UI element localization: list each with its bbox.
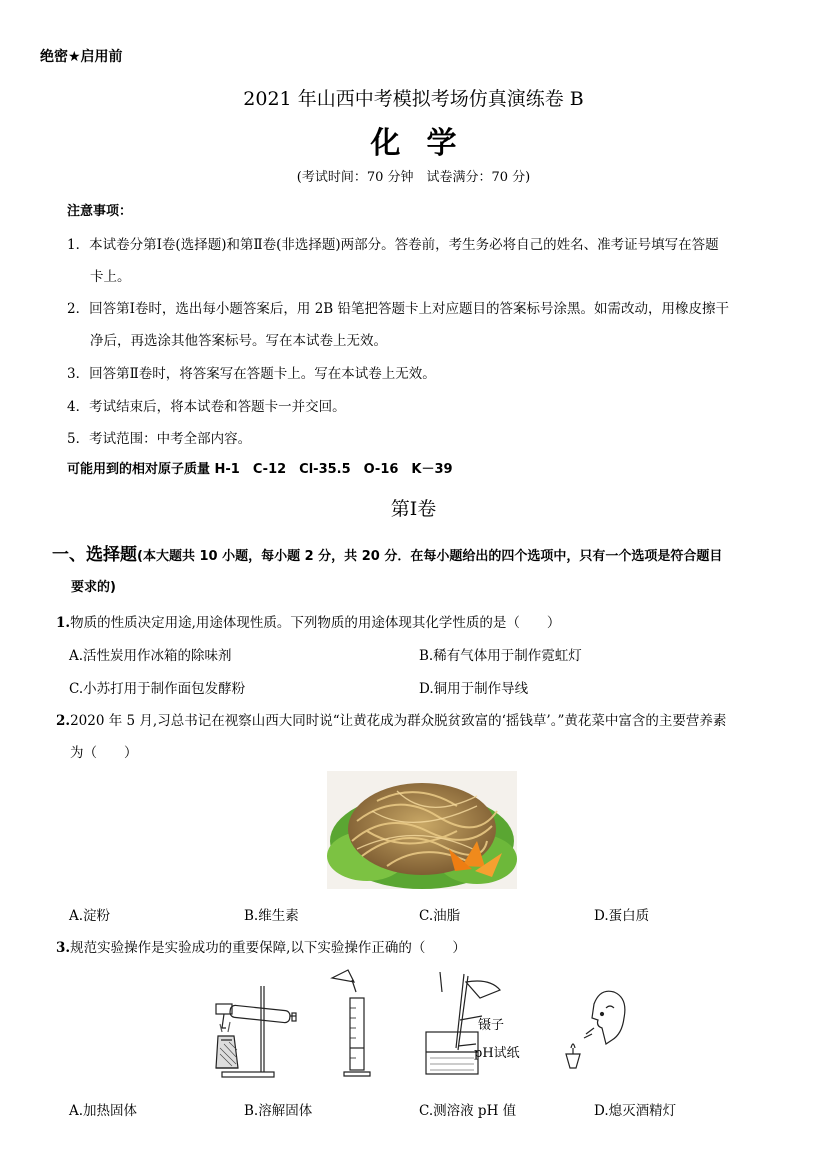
notice-title: 注意事项： (67, 204, 133, 219)
section-title: 一、选择题 (52, 545, 137, 565)
heating-solid-diagram (212, 968, 298, 1080)
notice-item-2-cont: 净后，再选涂其他答案标号。写在本试卷上无效。 (90, 333, 387, 349)
exam-title: 2021 年山西中考模拟考场仿真演练卷 B (243, 88, 584, 110)
notice-item-5: 5．考试范围：中考全部内容。 (67, 431, 252, 447)
notice-item-4: 4．考试结束后，将本试卷和答题卡一并交回。 (67, 399, 346, 415)
notice-item-3: 3．回答第Ⅱ卷时，将答案写在答题卡上。写在本试卷上无效。 (67, 366, 436, 382)
q2-option-d: D.蛋白质 (594, 908, 650, 924)
question-stem: 物质的性质决定用途,用途体现性质。下列物质的用途体现其化学性质的是（ ） (70, 615, 561, 631)
q1-option-c: C.小苏打用于制作面包发酵粉 (69, 681, 246, 697)
exam-time-info: (考试时间：70 分钟 试卷满分：70 分) (296, 170, 531, 185)
notice-item-1-cont: 卡上。 (90, 269, 131, 285)
q1-option-b: B.稀有气体用于制作霓虹灯 (419, 648, 582, 664)
q2-option-b: B.维生素 (244, 908, 299, 924)
ph-paper-label: pH试纸 (474, 1046, 520, 1061)
dissolving-solid-diagram (326, 968, 376, 1080)
question-stem: 2020 年 5 月,习总书记在视察山西大同时说“让黄花成为群众脱贫致富的‘摇钱草’。”黄花菜中富含的主要营养素 (70, 713, 727, 729)
q3-option-a: A.加热固体 (69, 1103, 138, 1119)
question-3 (56, 936, 466, 956)
question-number: 2. (56, 713, 71, 729)
q2-option-a: A.淀粉 (69, 908, 111, 924)
q1-option-a: A.活性炭用作冰箱的除味剂 (69, 648, 232, 664)
question-stem: 规范实验操作是实验成功的重要保障,以下实验操作正确的（ ） (70, 940, 466, 956)
confidential-label: 绝密★启用前 (40, 49, 123, 65)
q3-option-b: B.溶解固体 (244, 1103, 313, 1119)
ph-test-diagram (420, 968, 530, 1080)
question-1 (56, 611, 560, 631)
question-number: 3. (56, 940, 71, 956)
q3-option-d: D.熄灭酒精灯 (594, 1103, 677, 1119)
q2-option-c: C.油脂 (419, 908, 461, 924)
question-2-cont: 为（ ） (70, 745, 138, 761)
section-heading (52, 540, 722, 565)
volume-title: 第Ⅰ卷 (390, 498, 437, 520)
daylily-dish-image (327, 771, 517, 889)
q3-option-c: C.测溶液 pH 值 (419, 1103, 517, 1119)
question-2 (56, 709, 726, 729)
section-desc: (本大题共 10 小题，每小题 2 分，共 20 分．在每小题给出的四个选项中，只有一个选项是符合题目 (137, 549, 723, 564)
subject-title: 化学 (370, 126, 483, 161)
notice-item-2: 2．回答第Ⅰ卷时，选出每小题答案后，用 2B 铅笔把答题卡上对应题目的答案标号涂黑。如需改动，用橡皮擦干 (67, 301, 730, 317)
section-desc-cont: 要求的) (71, 580, 116, 595)
notice-item-1: 1．本试卷分第Ⅰ卷(选择题)和第Ⅱ卷(非选择题)两部分。答卷前，考生务必将自己的姓名、准考证号填写在答题 (67, 237, 719, 253)
atomic-masses: 可能用到的相对原子质量 H-1 C-12 Cl-35.5 O-16 K－39 (67, 462, 453, 477)
q1-option-d: D.铜用于制作导线 (419, 681, 529, 697)
tweezers-label: 镊子 (478, 1018, 505, 1033)
extinguish-lamp-diagram (556, 968, 636, 1080)
question-number: 1. (56, 615, 71, 631)
